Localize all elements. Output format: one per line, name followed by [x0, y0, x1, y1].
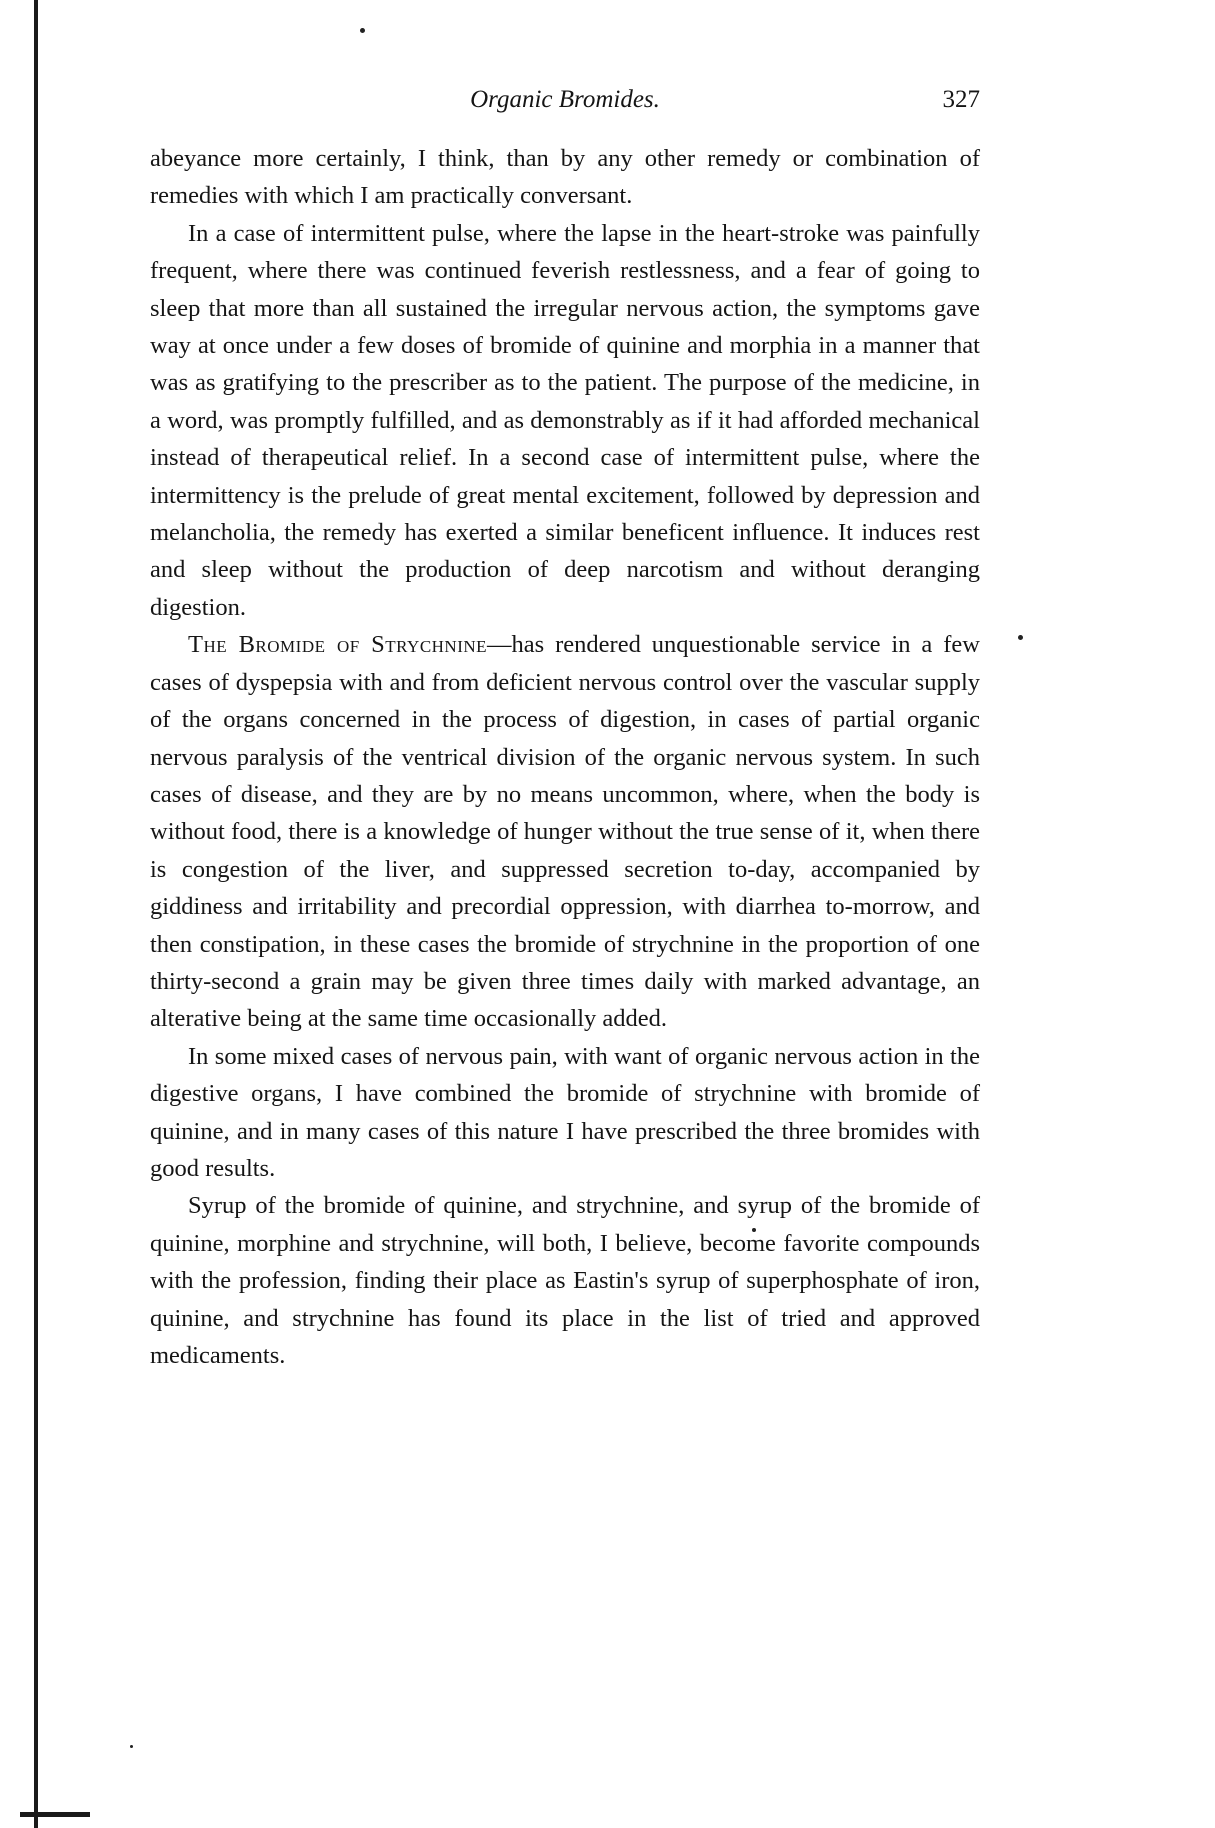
ink-speck — [360, 28, 365, 33]
paragraph — [150, 140, 980, 215]
paragraph-text: In a case of intermittent pulse, where the lapse in the heart-stroke was painfully frequent, where there was continued feverish restlessness, and a fear of going to sleep that more than all sustained the irregular nervous action, the symptoms gave way at once under a few doses of bromide of quinine and morphia in a manner that was as gratifying to the prescriber as to the patient. The purpose of the medicine, in a word, was promptly fulfilled, and as demonstrably as if it had afforded mechanical instead of therapeutical relief. In a second case of intermittent pulse, where the intermittency is the prelude of great mental excitement, followed by depression and melancholia, the remedy has exerted a similar beneficent influence. It induces rest and sleep without the production of deep narcotism and without deranging digestion. — [150, 219, 980, 621]
section-lead: The Bromide of Strychnine — [188, 631, 488, 659]
page-header — [150, 80, 980, 120]
paragraph-text: Syrup of the bromide of quinine, and strychnine, and syrup of the bromide of quinine, morphine and strychnine, will both, I believe, become favorite compounds with the profession, finding their place as Eastin's syrup of superphosphate of iron, quinine, and strychnine has found its place in the list of tried and approved medicaments. — [150, 1192, 980, 1369]
paragraph — [150, 626, 980, 1037]
running-head: Organic Bromides. — [470, 86, 660, 113]
page-number: 327 — [942, 86, 980, 113]
paragraph-text: abeyance more certainly, I think, than by any other remedy or combination of remedies with which I am practically conversant. — [150, 145, 980, 210]
binding-edge — [34, 0, 38, 1828]
paragraph-text: —has rendered unquestionable service in a few cases of dyspepsia with and from deficient nervous control over the vascular supply of the organs concerned in the process of digestion, in cases of partial organic nervous paralysis of the ventrical division of the organic nervous system. In such cases of disease, and they are by no means uncommon, where, when the body is without food, there is a knowledge of hunger without the true sense of it, when there is congestion of the liver, and suppressed secretion to-day, accompanied by giddiness and irritability and precordial oppression, with diarrhea to-morrow, and then constipation, in these cases the bromide of strychnine in the proportion of one thirty-second a grain may be given three times daily with marked advantage, an alterative being at the same time occasionally added. — [150, 631, 980, 1033]
body-text — [150, 140, 980, 1374]
ink-speck — [130, 1745, 133, 1748]
paragraph — [150, 1038, 980, 1188]
paragraph-text: In some mixed cases of nervous pain, with want of organic nervous action in the digestive organs, I have combined the bromide of strychnine with bromide of quinine, and in many cases of this nature I have prescribed the three bromides with good results. — [150, 1042, 980, 1182]
binding-base-mark — [20, 1812, 90, 1817]
paragraph — [150, 1187, 980, 1374]
ink-speck — [1018, 635, 1023, 640]
paragraph — [150, 215, 980, 626]
